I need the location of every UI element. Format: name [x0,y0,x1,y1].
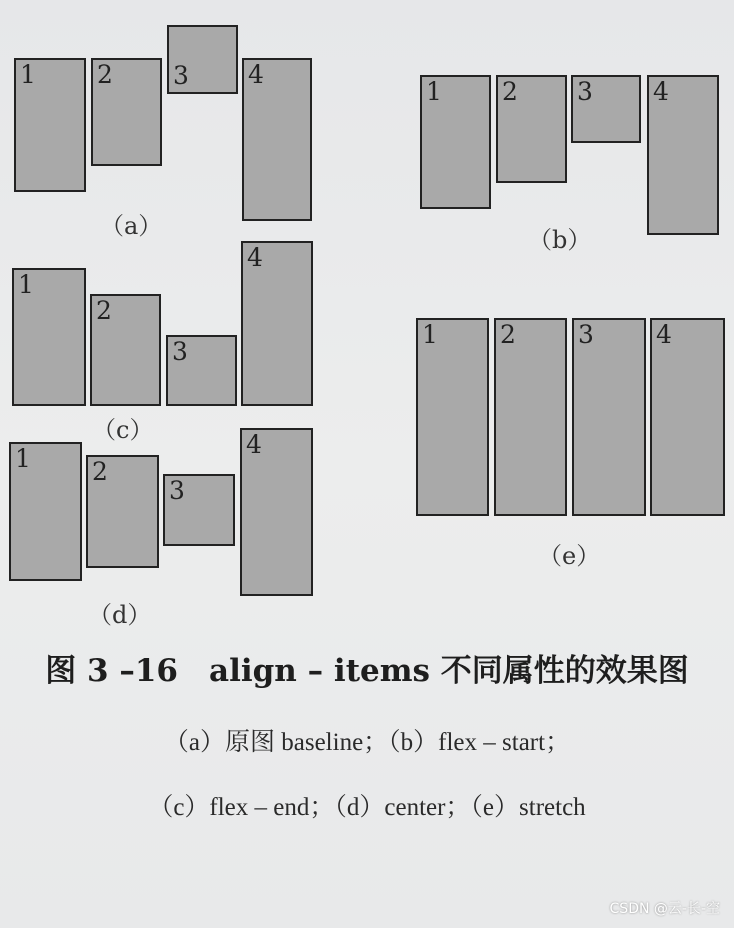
box-number: 4 [248,60,264,89]
box-number: 2 [96,296,112,325]
box-number: 3 [172,337,188,366]
panel-a-label: （a） [100,212,163,240]
panel-e-label: （e） [538,542,601,570]
box-number: 4 [653,77,669,106]
panel-e-box-2 [494,318,567,516]
box-number: 3 [577,77,593,106]
legend-line-1: （a）原图 baseline；（b）flex – start； [163,729,571,756]
box-number: 4 [247,243,263,272]
box-number: 4 [656,320,672,349]
box-number: 4 [246,430,262,459]
box-number: 3 [173,61,189,90]
legend-line-2: （c）flex – end；（d）center；（e）stretch [148,794,586,821]
box-number: 1 [426,77,442,106]
box-number: 3 [169,476,185,505]
panel-c-box-1 [12,268,86,406]
panel-a-box-2 [91,58,162,166]
panel-d-box-4 [240,428,313,596]
panel-b-box-3 [571,75,641,143]
box-number: 2 [500,320,516,349]
box-number: 1 [18,270,34,299]
panel-c-box-4 [241,241,313,406]
panel-d-box-2 [86,455,159,568]
panel-b-box-4 [647,75,719,235]
panel-e-box-3 [572,318,646,516]
panel-e-box-4 [650,318,725,516]
panel-c-label: （c） [92,416,154,444]
box-number: 1 [20,60,36,89]
panel-c-box-2 [90,294,161,406]
panel-b-box-2 [496,75,567,183]
panel-e-box-1 [416,318,489,516]
box-number: 1 [422,320,438,349]
box-number: 3 [578,320,594,349]
panel-d-label: （d） [88,601,152,629]
panel-d-box-3 [163,474,235,546]
box-number: 2 [502,77,518,106]
watermark: CSDN @云-长-空 [609,901,720,917]
figure-caption: 图 3 –16 align – items 不同属性的效果图 [45,653,689,689]
panel-d-box-1 [9,442,82,581]
box-number: 2 [97,60,113,89]
panel-a-box-3 [167,25,238,94]
panel-a-box-4 [242,58,312,221]
panel-b-box-1 [420,75,491,209]
panel-b-label: （b） [528,226,592,254]
box-number: 2 [92,457,108,486]
box-number: 1 [15,444,31,473]
panel-a-box-1 [14,58,86,192]
panel-c-box-3 [166,335,237,406]
